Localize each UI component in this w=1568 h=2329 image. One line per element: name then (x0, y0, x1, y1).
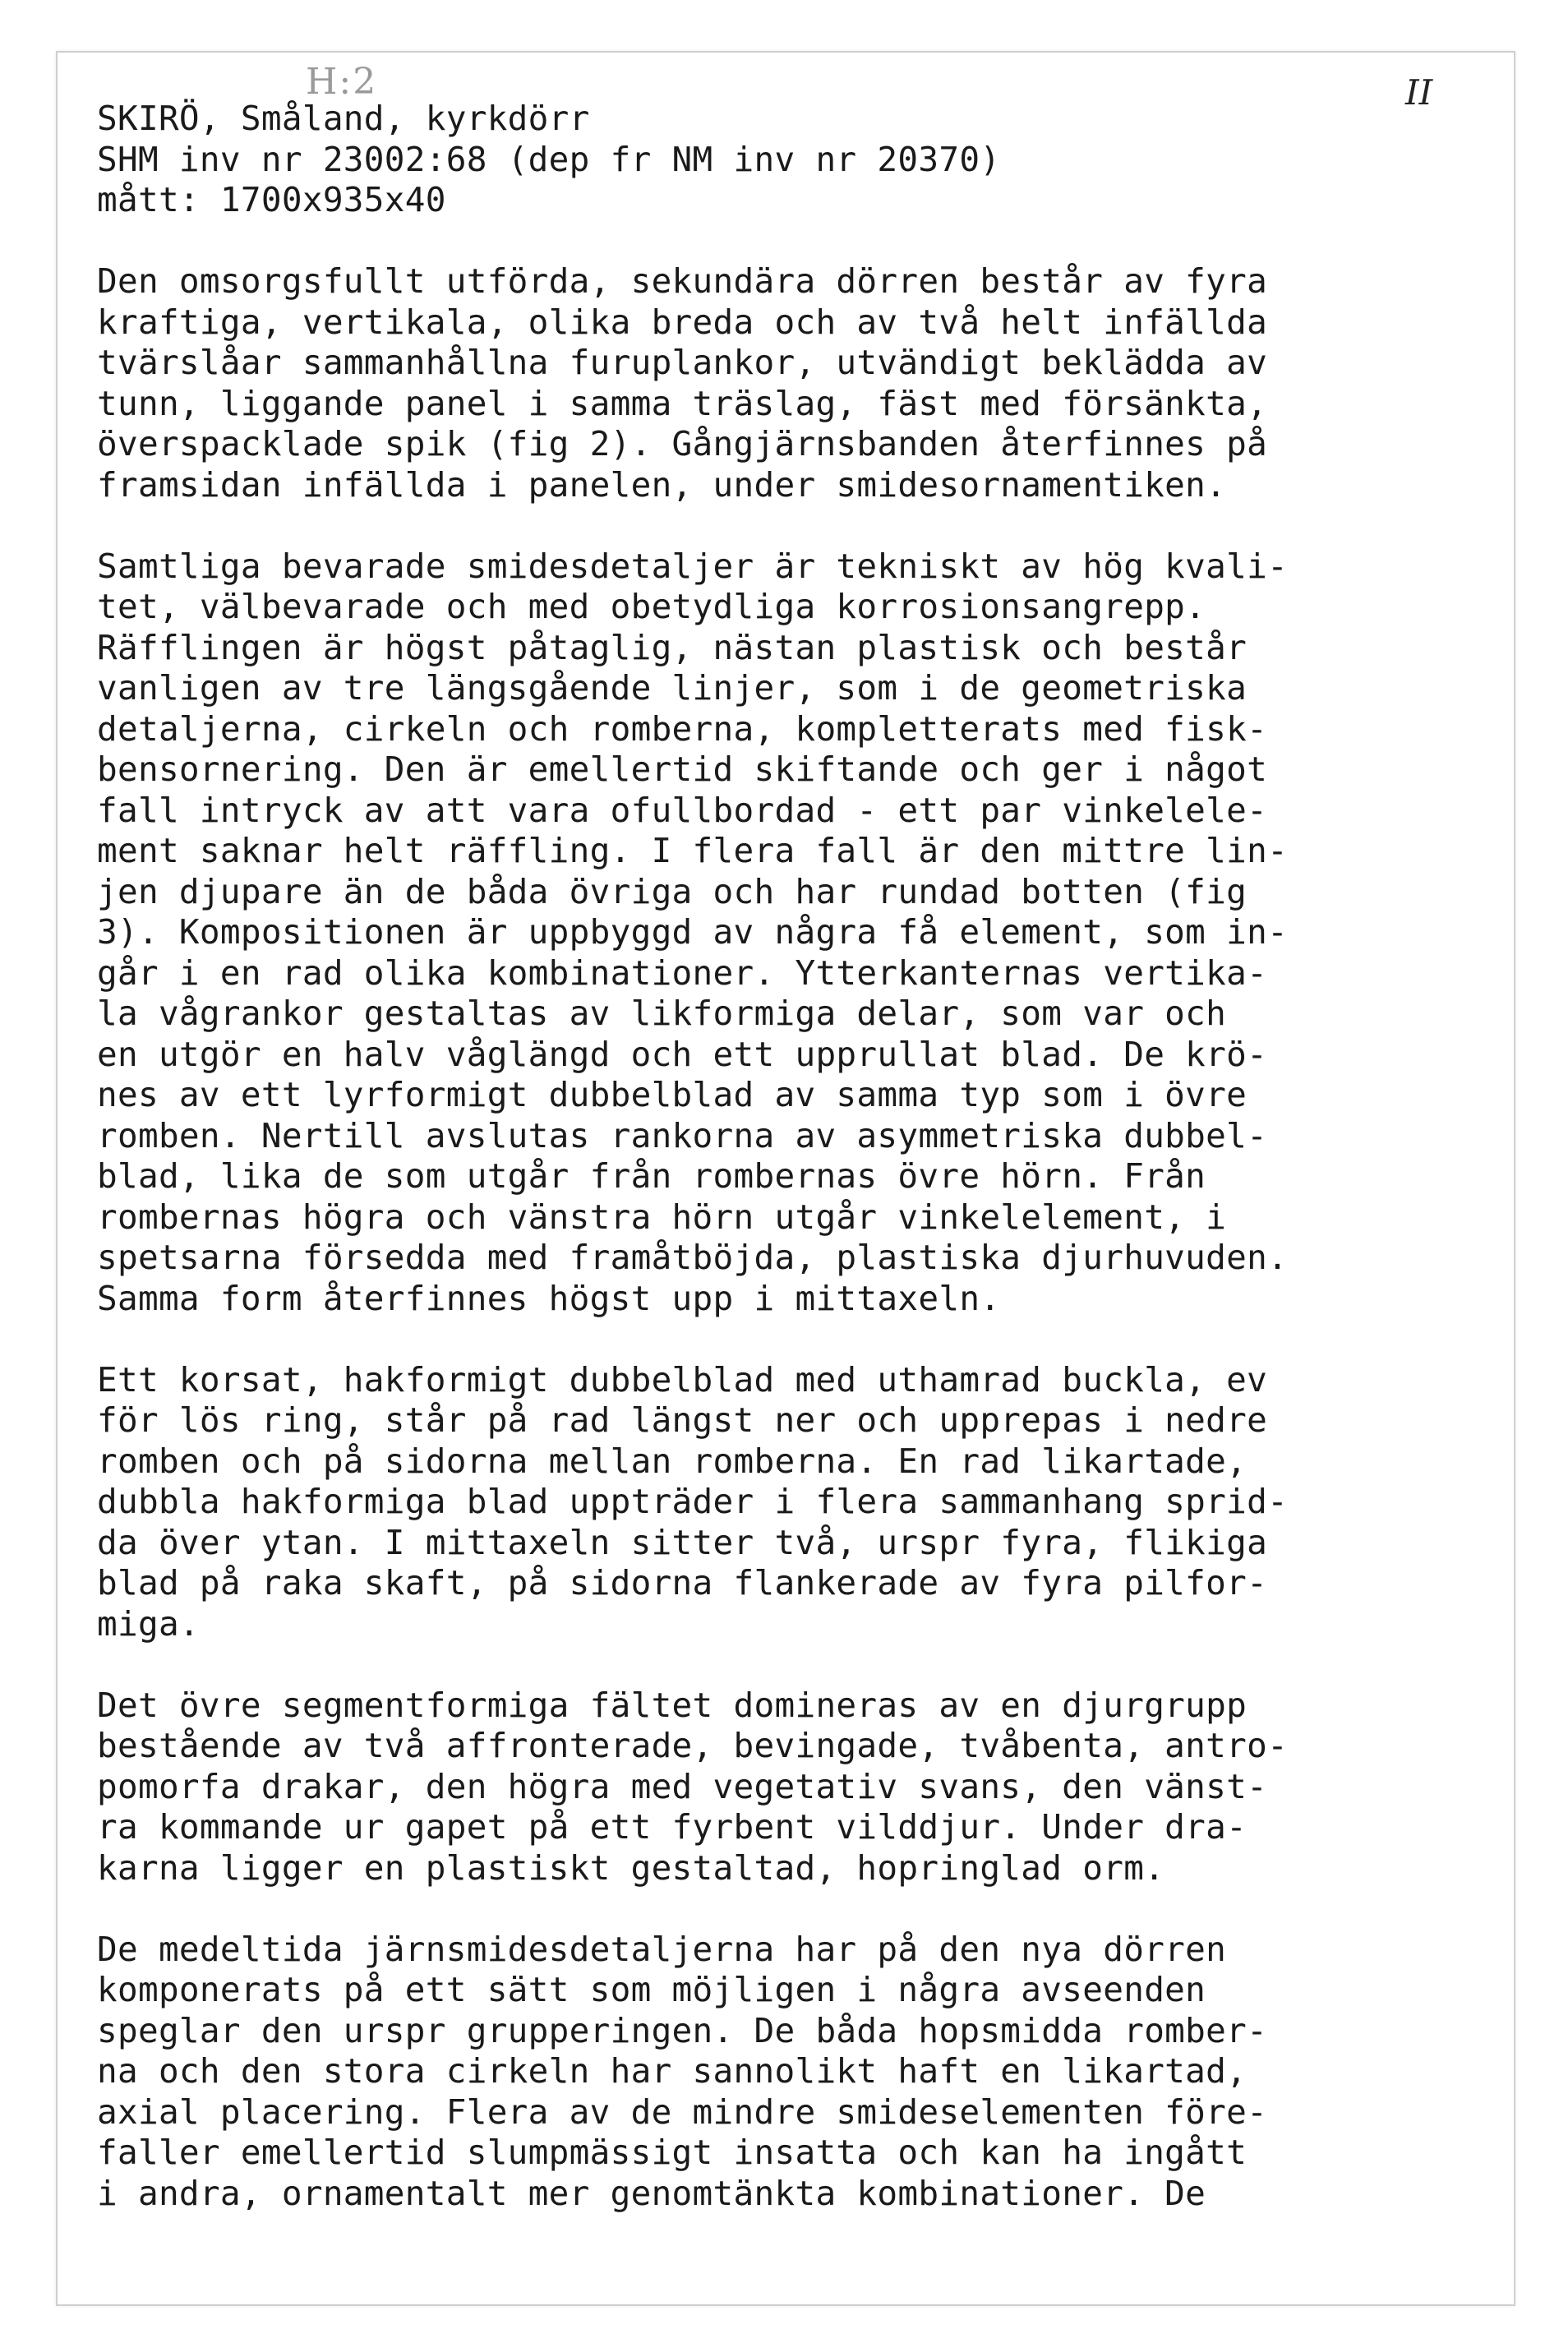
text-line: detaljerna, cirkeln och romberna, kompletterats med fisk- (97, 708, 1268, 749)
header-inventory: SHM inv nr 23002:68 (dep fr NM inv nr 20370) (97, 139, 1001, 179)
paragraph-gap (97, 1644, 1494, 1686)
paragraph-5 (97, 1930, 1494, 2215)
text-line: blad på raka skaft, på sidorna flankerade av fyra pilfor- (97, 1563, 1268, 1603)
header-dimensions: mått: 1700x935x40 (97, 180, 446, 219)
text-line: överspacklade spik (fig 2). Gångjärnsbanden återfinnes på (97, 424, 1268, 463)
text-line: Den omsorgsfullt utförda, sekundära dörren består av fyra (97, 261, 1268, 301)
text-line: Samtliga bevarade smidesdetaljer är tekniskt av hög kvali- (97, 546, 1289, 586)
text-line: tunn, liggande panel i samma träslag, fäst med försänkta, (97, 383, 1268, 423)
text-line: Räfflingen är högst påtaglig, nästan plastisk och består (97, 627, 1247, 667)
text-line: bestående av två affronterade, bevingade, tvåbenta, antro- (97, 1726, 1289, 1765)
text-line: na och den stora cirkeln har sannolikt haft en likartad, (97, 2051, 1247, 2091)
typewritten-text (97, 99, 1494, 2214)
text-line: axial placering. Flera av de mindre smideselementen före- (97, 2091, 1268, 2132)
text-line: la vågrankor gestaltas av likformiga delar, som var och (97, 994, 1227, 1033)
text-line: komponerats på ett sätt som möjligen i några avseenden (97, 1970, 1206, 2009)
text-line: Samma form återfinnes högst upp i mittaxeln. (97, 1278, 1001, 1318)
paragraph-gap (97, 505, 1494, 547)
text-line: blad, lika de som utgår från rombernas övre hörn. Från (97, 1156, 1206, 1196)
paragraph-4 (97, 1686, 1494, 1889)
text-line: jen djupare än de båda övriga och har rundad botten (fig (97, 871, 1247, 911)
text-line: dubbla hakformiga blad uppträder i flera sammanhang sprid- (97, 1482, 1289, 1521)
text-line: kraftiga, vertikala, olika breda och av två helt infällda (97, 302, 1268, 342)
text-line: bensornering. Den är emellertid skiftande och ger i något (97, 749, 1268, 789)
text-line: för lös ring, står på rad längst ner och upprepas i nedre (97, 1400, 1268, 1440)
text-line: går i en rad olika kombinationer. Ytterkanternas vertika- (97, 952, 1268, 993)
text-line: miga. (97, 1603, 200, 1644)
text-line: ment saknar helt räffling. I flera fall är den mittre lin- (97, 831, 1289, 870)
paragraph-2 (97, 547, 1494, 1320)
text-line: romben. Nertill avslutas rankorna av asymmetriska dubbel- (97, 1115, 1268, 1155)
text-line: fall intryck av att vara ofullbordad - ett par vinkelele- (97, 790, 1268, 830)
text-line: spetsarna försedda med framåtböjda, plastiska djurhuvuden. (97, 1238, 1289, 1277)
text-line: karna ligger en plastiskt gestaltad, hopringlad orm. (97, 1847, 1165, 1888)
text-line: tet, välbevarade och med obetydliga korrosionsangrepp. (97, 587, 1206, 626)
text-line: da över ytan. I mittaxeln sitter två, urspr fyra, flikiga (97, 1522, 1268, 1562)
paragraph-3 (97, 1360, 1494, 1645)
text-line: 3). Kompositionen är uppbyggd av några få element, som in- (97, 912, 1289, 952)
text-line: vanligen av tre längsgående linjer, som i de geometriska (97, 668, 1247, 708)
text-line: faller emellertid slumpmässigt insatta och kan ha ingått (97, 2133, 1247, 2172)
text-line: speglar den urspr grupperingen. De båda hopsmidda romber- (97, 2010, 1268, 2050)
paragraph-gap (97, 221, 1494, 262)
handwritten-archive-id: H:2 (306, 61, 378, 103)
text-line: i andra, ornamentalt mer genomtänkta kombinationer. De (97, 2173, 1206, 2213)
text-line: en utgör en halv våglängd och ett upprullat blad. De krö- (97, 1034, 1268, 1074)
text-line: framsidan infällda i panelen, under smidesornamentiken. (97, 464, 1227, 505)
text-line: Ett korsat, hakformigt dubbelblad med uthamrad buckla, ev (97, 1359, 1268, 1400)
text-line: tvärslåar sammanhållna furuplankor, utvändigt beklädda av (97, 343, 1268, 382)
paragraph-gap (97, 1319, 1494, 1360)
paragraph-1 (97, 261, 1494, 505)
page-number-marker: II (1405, 72, 1433, 113)
text-line: pomorfa drakar, den högra med vegetativ svans, den vänst- (97, 1766, 1268, 1806)
text-line: nes av ett lyrformigt dubbelblad av samma typ som i övre (97, 1075, 1247, 1114)
document-header (97, 99, 1494, 221)
paragraph-gap (97, 1889, 1494, 1930)
text-line: rombernas högra och vänstra hörn utgår vinkelelement, i (97, 1197, 1227, 1237)
text-line: ra kommande ur gapet på ett fyrbent vilddjur. Under dra- (97, 1807, 1247, 1847)
text-line: De medeltida järnsmidesdetaljerna har på den nya dörren (97, 1929, 1227, 1969)
header-title: SKIRÖ, Småland, kyrkdörr (97, 99, 590, 138)
text-line: romben och på sidorna mellan romberna. En rad likartade, (97, 1441, 1247, 1481)
text-line: Det övre segmentformiga fältet domineras av en djurgrupp (97, 1685, 1247, 1725)
